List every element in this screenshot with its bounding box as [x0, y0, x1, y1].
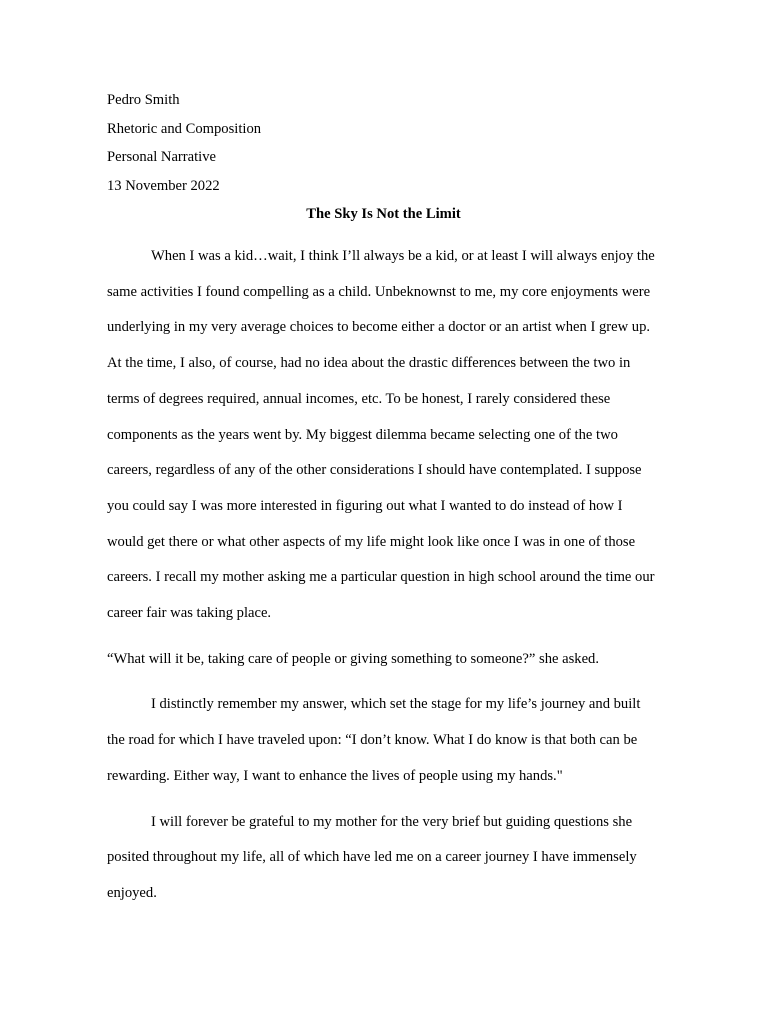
document-body: [107, 86, 660, 912]
document-title: The Sky Is Not the Limit: [306, 206, 461, 222]
paragraph-2-dialogue: “What will it be, taking care of people or giving something to someone?” she asked.: [107, 650, 599, 667]
assignment-name: Personal Narrative: [107, 149, 217, 165]
paragraph-1: When I was a kid…wait, I think I’ll always be a kid, or at least I will always enjoy the same activities I found compelling as a child. Unbeknownst to me, my core enjoyments were underlying in my very average choices to become either a doctor or an artist when I grew up. At the time, I also, of course, had no idea about the drastic differences between the two in terms of degrees required, annual incomes, etc. To be honest, I rarely considered these components as the years went by. My biggest dilemma became selecting one of the two careers, regardless of any of the other considerations I should have contemplated. I suppose you could say I was more interested in figuring out what I wanted to do instead of how I would get there or what other aspects of my life might look like once I was in one of those careers. I recall my mother asking me a particular question in high school around the time our career fair was taking place.: [107, 248, 655, 622]
course-name: Rhetoric and Composition: [107, 120, 262, 137]
author-name: Pedro Smith: [107, 92, 180, 108]
paragraph-4: I will forever be grateful to my mother for the very brief but guiding questions she posited throughout my life, all of which have led me on a career journey I have immensely enjoyed.: [107, 813, 637, 901]
document-date: 13 November 2022: [107, 177, 220, 194]
paragraph-3: I distinctly remember my answer, which set the stage for my life’s journey and built the road for which I have traveled upon: “I don’t know. What I do know is that both can be rewarding. Either way, I want to enhance the lives of people using my hands.": [107, 696, 641, 784]
